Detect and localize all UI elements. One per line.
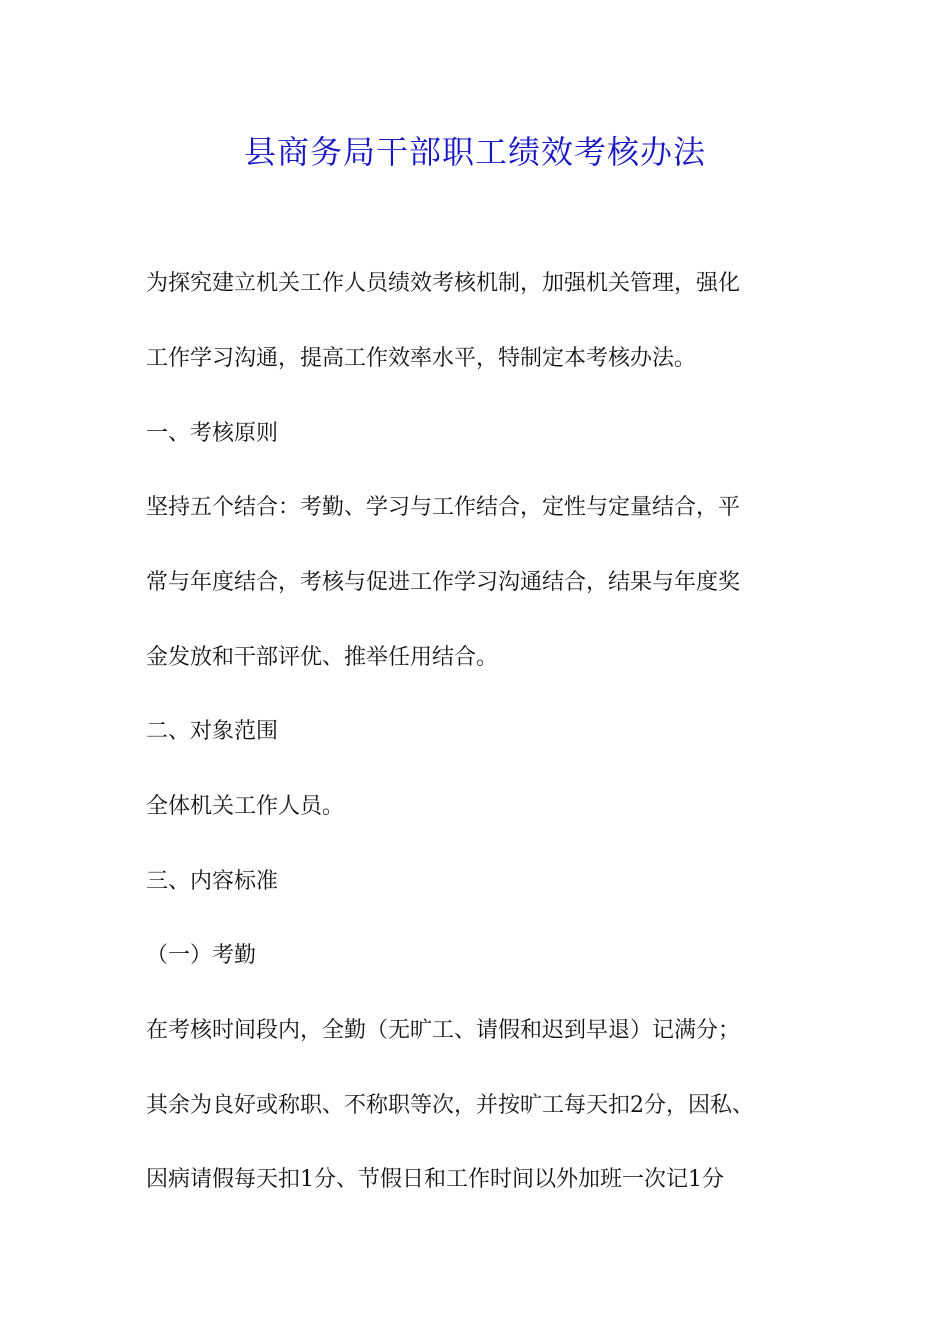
paragraph-line: 工作学习沟通，提高工作效率水平，特制定本考核办法。 bbox=[146, 346, 697, 371]
section-heading: 二、对象范围 bbox=[146, 719, 279, 744]
paragraph-line: 其余为良好或称职、不称职等次，并按旷工每天扣2分，因私、 bbox=[146, 1093, 754, 1118]
paragraph-line: 坚持五个结合：考勤、学习与工作结合，定性与定量结合，平 bbox=[146, 495, 741, 520]
section-heading: 三、内容标准 bbox=[146, 869, 279, 894]
section-heading: 一、考核原则 bbox=[146, 421, 279, 446]
paragraph-line: 常与年度结合，考核与促进工作学习沟通结合，结果与年度奖 bbox=[146, 570, 741, 595]
paragraph-line: 因病请假每天扣1分、节假日和工作时间以外加班一次记1分 bbox=[146, 1167, 724, 1192]
paragraph-line: 全体机关工作人员。 bbox=[146, 794, 345, 819]
paragraph-line: 金发放和干部评优、推举任用结合。 bbox=[146, 645, 499, 670]
subsection-heading: （一）考勤 bbox=[146, 943, 257, 968]
paragraph-line: 在考核时间段内，全勤（无旷工、请假和迟到早退）记满分； bbox=[146, 1018, 741, 1043]
paragraph-line: 为探究建立机关工作人员绩效考核机制，加强机关管理，强化 bbox=[146, 271, 741, 296]
document-title: 县商务局干部职工绩效考核办法 bbox=[243, 133, 706, 171]
